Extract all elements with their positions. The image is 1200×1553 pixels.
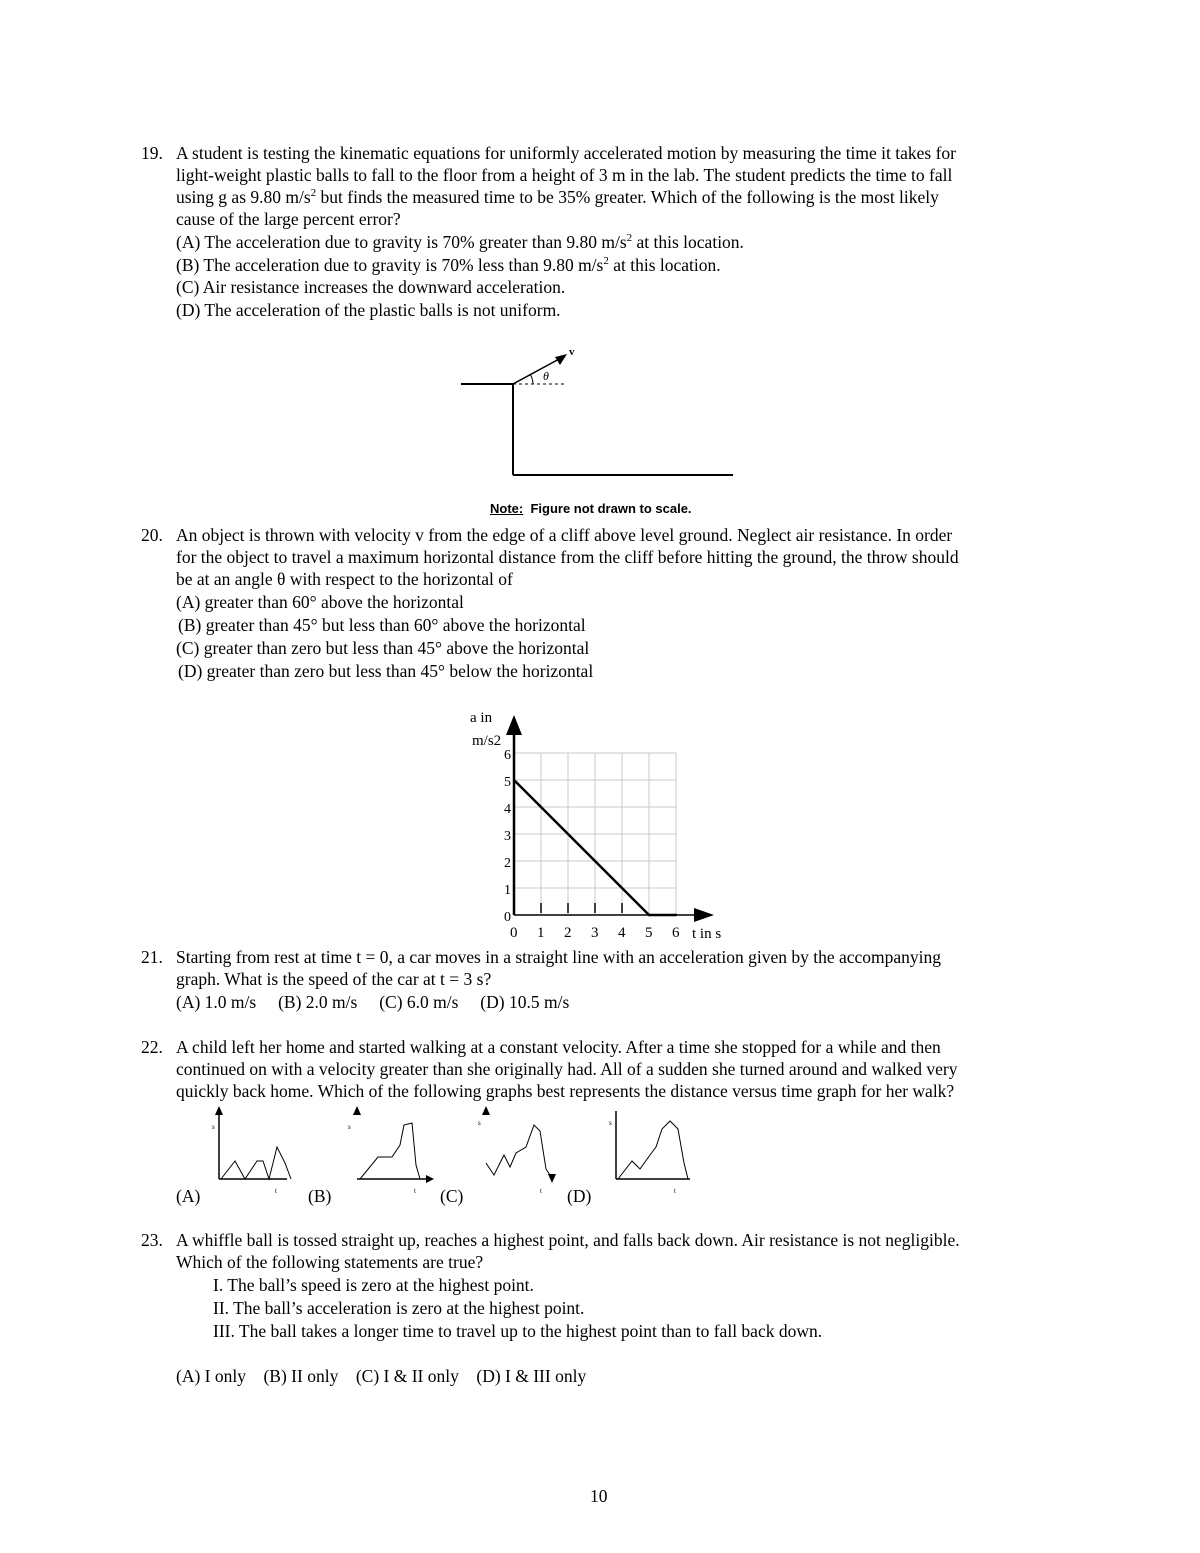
question-text-line: A student is testing the kinematic equations for uniformly accelerated motion by measuring the time it takes for — [176, 143, 957, 163]
x-tick-label: 5 — [645, 925, 653, 941]
velocity-arrowhead — [555, 354, 567, 365]
acceleration-graph — [460, 700, 750, 945]
theta-label: θ — [543, 369, 549, 383]
question-text-line: graph. What is the speed of the car at t = 3 s? — [176, 969, 492, 989]
x-tick-label: 3 — [591, 925, 599, 941]
question-number: 22. — [141, 1037, 163, 1057]
statement-1: I. The ball’s speed is zero at the highest point. — [213, 1275, 534, 1295]
x-tick-label: 2 — [564, 925, 572, 941]
x-tick-label: 1 — [537, 925, 545, 941]
x-tick-label: 0 — [510, 925, 518, 941]
option-a: (A) greater than 60° above the horizontal — [176, 592, 464, 612]
y-tick-label: 2 — [504, 856, 511, 871]
question-number: 21. — [141, 947, 163, 967]
statement-2: II. The ball’s acceleration is zero at the highest point. — [213, 1298, 585, 1318]
data-point — [513, 779, 515, 781]
svg-text:s: s — [478, 1119, 481, 1127]
y-tick-label: 1 — [504, 883, 511, 898]
question-text-line: An object is thrown with velocity v from the edge of a cliff above level ground. Neglect air resistance. In order — [176, 525, 953, 545]
svg-text:t: t — [674, 1187, 676, 1193]
graph-d — [600, 1103, 700, 1193]
y-tick-label: 3 — [504, 829, 511, 844]
question-text-line: quickly back home. Which of the following graphs best represents the distance versus time graph for her walk? — [176, 1081, 955, 1101]
question-text-line: for the object to travel a maximum horizontal distance from the cliff before hitting the ground, the throw should — [176, 547, 959, 567]
distance-curve — [618, 1121, 688, 1179]
question-text-line: Which of the following statements are true? — [176, 1252, 484, 1272]
graph-c — [470, 1103, 570, 1193]
y-tick-label: 5 — [504, 775, 511, 790]
distance-curve — [360, 1123, 420, 1179]
question-text-line: light-weight plastic balls to fall to the floor from a height of 3 m in the lab. The student predicts the time to fall — [176, 165, 953, 185]
question-text-line: using g as 9.80 $m/s^2$ but finds the measured time to be 35% greater. Which of the following is the most likely — [176, 187, 939, 207]
statement-3: III. The ball takes a longer time to travel up to the highest point than to fall back down. — [213, 1321, 823, 1341]
question-text-line: A child left her home and started walking at a constant velocity. After a time she stopped for a while and then — [176, 1037, 941, 1057]
graph-label-b: (B) — [308, 1186, 332, 1206]
option-a: (A) The acceleration due to gravity is 70% greater than 9.80 $m/s^2$ at this location. — [176, 232, 744, 252]
y-tick-label: 6 — [504, 748, 511, 763]
option-b: (B) greater than 45° but less than 60° above the horizontal — [178, 615, 586, 635]
x-tick-label: 6 — [672, 925, 680, 941]
option-d: (D) The acceleration of the plastic balls is not uniform. — [176, 300, 561, 320]
figure-note: Note: Figure not drawn to scale. — [490, 501, 692, 516]
svg-text:s: s — [212, 1123, 215, 1131]
answer-options: (A) 1.0 m/s (B) 2.0 m/s (C) 6.0 m/s (D) 10.5 m/s — [176, 992, 570, 1012]
question-text-line: Starting from rest at time t = 0, a car moves in a straight line with an acceleration given by the accompanying — [176, 947, 942, 967]
y-tick-label: 0 — [504, 910, 511, 925]
svg-text:s: s — [348, 1123, 351, 1131]
graph-a — [205, 1103, 295, 1193]
graph-label-c: (C) — [440, 1186, 464, 1206]
answer-options: (A) I only (B) II only (C) I & II only (D) I & III only — [176, 1366, 587, 1386]
y-axis-arrowhead — [506, 715, 522, 735]
angle-arc — [530, 374, 533, 384]
v-label: v — [569, 346, 575, 358]
x-axis-label: t in s — [692, 926, 722, 942]
svg-text:t: t — [540, 1187, 542, 1193]
y-axis-label-line1: a in — [470, 710, 493, 726]
x-tick-label: 4 — [618, 925, 626, 941]
distance-curve — [486, 1125, 550, 1175]
y-tick-label: 4 — [504, 802, 511, 817]
svg-text:t: t — [275, 1187, 277, 1193]
question-text-line: A whiffle ball is tossed straight up, reaches a highest point, and falls back down. Air resistance is not negligible. — [176, 1230, 960, 1250]
option-d: (D) greater than zero but less than 45° below the horizontal — [178, 661, 594, 681]
question-number: 19. — [141, 143, 163, 163]
question-text-line: continued on with a velocity greater than she originally had. All of a sudden she turned around and walked very — [176, 1059, 958, 1079]
option-b: (B) The acceleration due to gravity is 70% less than 9.80 $m/s^2$ at this location. — [176, 255, 721, 275]
velocity-vector — [513, 358, 561, 384]
y-axis-label-line2: m/s2 — [472, 733, 502, 749]
svg-text:t: t — [414, 1187, 416, 1193]
distance-curve — [221, 1147, 291, 1179]
data-point — [648, 914, 650, 916]
question-number: 23. — [141, 1230, 163, 1250]
graph-b — [340, 1103, 440, 1193]
data-point — [675, 914, 677, 916]
x-axis-arrowhead — [694, 908, 714, 922]
option-c: (C) greater than zero but less than 45° above the horizontal — [176, 638, 590, 658]
graph-label-a: (A) — [176, 1186, 201, 1206]
page-number: 10 — [590, 1486, 608, 1506]
graph-label-d: (D) — [567, 1186, 592, 1206]
question-text-line: cause of the large percent error? — [176, 209, 401, 229]
option-c: (C) Air resistance increases the downward acceleration. — [176, 277, 566, 297]
question-text-line: be at an angle θ with respect to the horizontal of — [176, 569, 513, 589]
svg-text:s: s — [609, 1119, 612, 1127]
question-number: 20. — [141, 525, 163, 545]
